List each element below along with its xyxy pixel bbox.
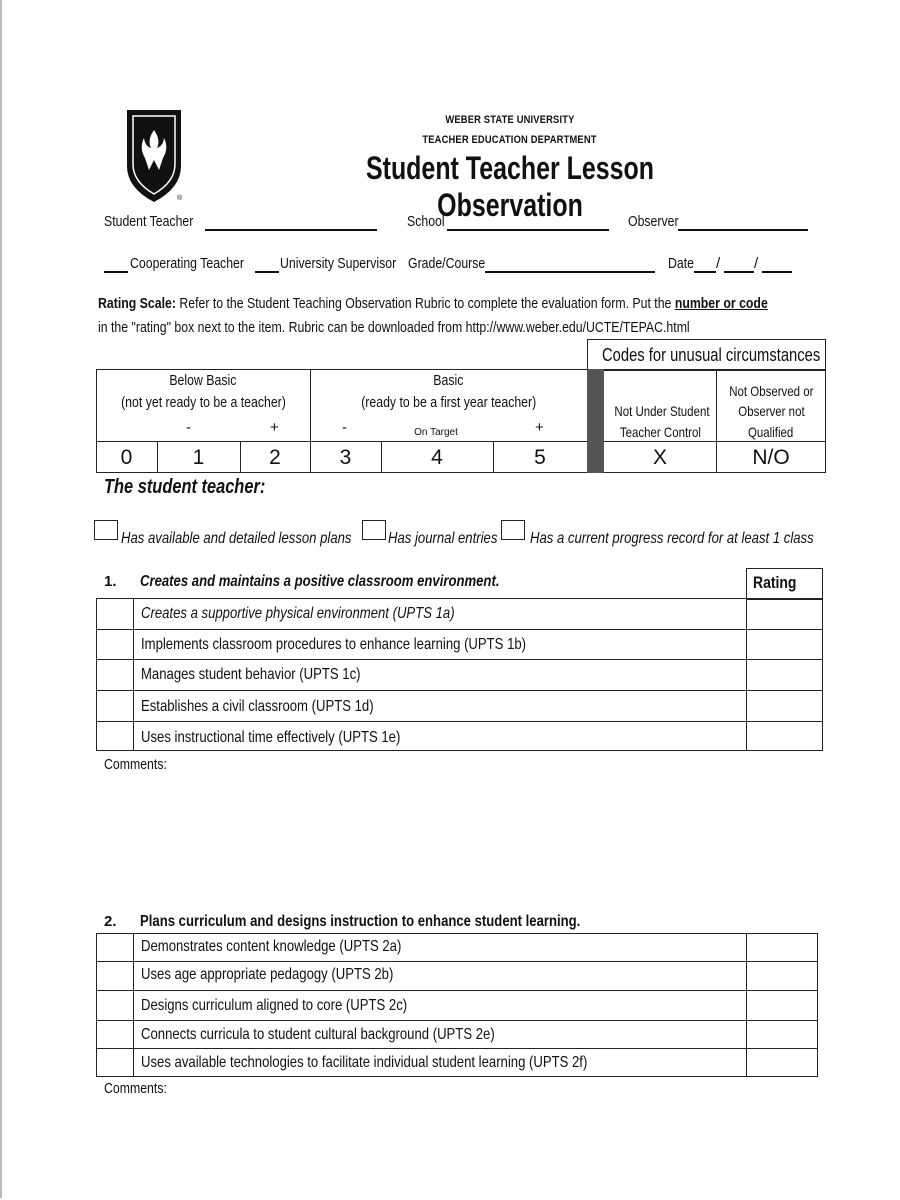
- on-target-label: On Target: [414, 427, 458, 438]
- lesson-plans-checkbox[interactable]: [94, 520, 118, 540]
- university-name: WEBER STATE UNIVERSITY: [445, 114, 575, 126]
- table-row: Manages student behavior (UPTS 1c): [141, 666, 361, 683]
- table-row-divider: [96, 961, 818, 962]
- section-1-number: 1.: [104, 573, 117, 590]
- table-row-divider: [96, 629, 823, 630]
- date-separator: /: [716, 255, 721, 272]
- school-label: School: [407, 213, 445, 230]
- below-basic-subtitle: (not yet ready to be a teacher): [120, 394, 286, 411]
- scale-value: 1: [192, 446, 205, 469]
- table-row: Uses instructional time effectively (UPTS 1e): [141, 729, 401, 746]
- table-row: Uses age appropriate pedagogy (UPTS 2b): [141, 966, 394, 983]
- rating-input[interactable]: [747, 599, 822, 629]
- date-year-field[interactable]: [762, 271, 792, 273]
- date-separator: /: [754, 255, 759, 272]
- university-supervisor-field[interactable]: [255, 271, 279, 273]
- rating-input[interactable]: [747, 722, 822, 750]
- svg-text:®: ®: [177, 195, 183, 202]
- section-2-comments-label: Comments:: [104, 1080, 167, 1097]
- scale-value: 0: [120, 446, 133, 469]
- scale-value: 4: [431, 446, 443, 469]
- rating-input[interactable]: [747, 1021, 817, 1048]
- student-teacher-field[interactable]: [205, 229, 377, 231]
- not-under-control-line-2: Teacher Control: [619, 424, 701, 440]
- rating-input[interactable]: [747, 630, 822, 659]
- rating-scale-line-2: in the "rating" box next to the item. Rubric can be downloaded from http://www.weber.edu/UCTE/TEPAC.html: [98, 319, 690, 336]
- scale-value: 3: [339, 446, 352, 469]
- table-row: Creates a supportive physical environment (UPTS 1a): [141, 605, 455, 622]
- basic-subtitle: (ready to be a first year teacher): [360, 394, 537, 411]
- below-basic-heading: Below Basic: [169, 372, 237, 389]
- progress-record-label: Has a current progress record for at least 1 class: [530, 530, 814, 547]
- cooperating-teacher-label: Cooperating Teacher: [130, 255, 244, 272]
- school-field[interactable]: [447, 229, 609, 231]
- observer-label: Observer: [628, 213, 679, 230]
- not-under-control-line-1: Not Under Student: [614, 403, 710, 419]
- journal-entries-checkbox[interactable]: [362, 520, 386, 540]
- journal-entries-label: Has journal entries: [388, 530, 498, 547]
- date-month-field[interactable]: [694, 271, 716, 273]
- progress-record-checkbox[interactable]: [501, 520, 525, 540]
- basic-heading: Basic: [433, 372, 464, 389]
- grade-course-label: Grade/Course: [408, 255, 486, 272]
- table-row-divider: [96, 990, 818, 991]
- scale-value: N/O: [752, 446, 790, 469]
- scale-value: X: [652, 446, 667, 469]
- not-observed-line-1: Not Observed or: [728, 383, 814, 399]
- rating-input[interactable]: [747, 691, 822, 721]
- table-divider: [133, 598, 134, 751]
- observer-field[interactable]: [678, 229, 808, 231]
- table-row: Uses available technologies to facilitate individual student learning (UPTS 2f): [141, 1054, 588, 1071]
- below-basic-minus: -: [186, 419, 191, 436]
- table-row-divider: [96, 1048, 818, 1049]
- basic-minus: -: [342, 419, 347, 436]
- department-name: TEACHER EDUCATION DEPARTMENT: [422, 134, 598, 146]
- date-day-field[interactable]: [724, 271, 754, 273]
- university-supervisor-label: University Supervisor: [280, 255, 397, 272]
- table-row-divider: [96, 690, 823, 691]
- rating-scale-line-1: Rating Scale: Refer to the Student Teaching Observation Rubric to complete the evaluation form. Put the number or code: [98, 295, 768, 312]
- below-basic-plus: +: [270, 419, 279, 436]
- codes-header: Codes for unusual circumstances: [602, 345, 821, 365]
- rating-input[interactable]: [747, 991, 817, 1020]
- date-label: Date: [668, 255, 694, 272]
- not-observed-line-3: Qualified: [748, 424, 794, 440]
- rating-input[interactable]: [747, 934, 817, 961]
- table-divider: [133, 933, 134, 1077]
- section-2-title: Plans curriculum and designs instruction to enhance student learning.: [140, 913, 581, 930]
- scale-value: 2: [269, 446, 281, 469]
- cooperating-teacher-field[interactable]: [104, 271, 128, 273]
- student-teacher-label: Student Teacher: [104, 213, 194, 230]
- student-teacher-heading: The student teacher:: [104, 476, 266, 498]
- table-row: Connects curricula to student cultural background (UPTS 2e): [141, 1026, 495, 1043]
- lesson-plans-label: Has available and detailed lesson plans: [121, 530, 352, 547]
- table-row-divider: [96, 659, 823, 660]
- rating-header: Rating: [753, 573, 797, 592]
- table-row-divider: [96, 1020, 818, 1021]
- rating-input[interactable]: [747, 1049, 817, 1076]
- rating-input[interactable]: [747, 962, 817, 990]
- section-1-comments-label: Comments:: [104, 756, 167, 773]
- not-observed-line-2: Observer not: [737, 403, 805, 419]
- section-2-number: 2.: [104, 913, 117, 930]
- table-row: Designs curriculum aligned to core (UPTS 2c): [141, 997, 408, 1014]
- table-row: Establishes a civil classroom (UPTS 1d): [141, 698, 374, 715]
- weber-state-shield-icon: [125, 108, 183, 204]
- section-1-title: Creates and maintains a positive classroom environment.: [140, 573, 500, 590]
- grade-course-field[interactable]: [485, 271, 655, 273]
- table-row: Implements classroom procedures to enhance learning (UPTS 1b): [141, 636, 527, 653]
- rating-input[interactable]: [747, 660, 822, 690]
- table-row: Demonstrates content knowledge (UPTS 2a): [141, 938, 402, 955]
- table-row-divider: [96, 721, 823, 722]
- scale-gray-separator: [587, 369, 604, 473]
- scale-value: 5: [534, 446, 546, 469]
- basic-plus: +: [535, 419, 544, 436]
- page-title: Student Teacher Lesson Observation: [365, 150, 655, 223]
